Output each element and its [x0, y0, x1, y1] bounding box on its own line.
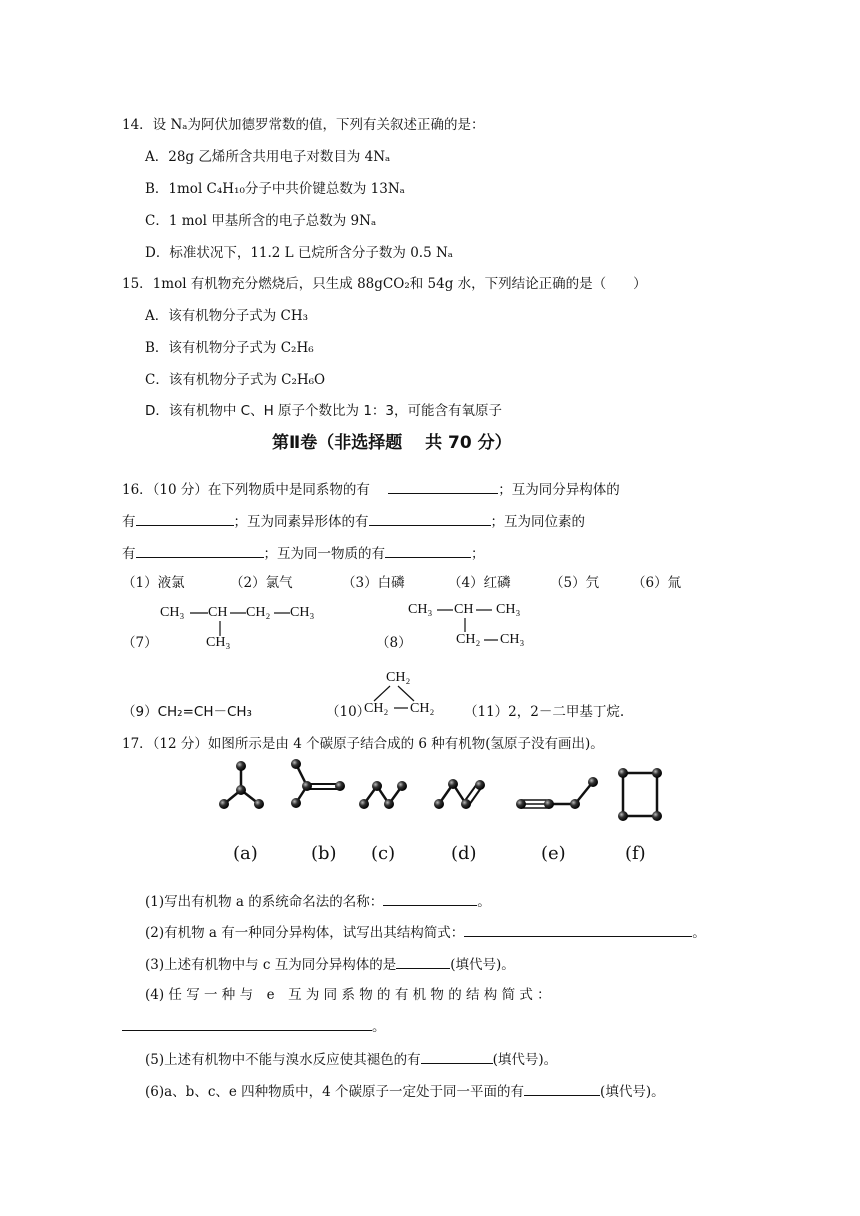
- q17-part4-answer: [122, 1016, 386, 1036]
- molecule-a: [219, 761, 264, 809]
- formula-ch: CH: [208, 605, 228, 620]
- q17-text: (1)写出有机物 a 的系统命名法的名称：: [145, 894, 384, 910]
- q17-part5: [145, 1049, 557, 1069]
- formula-ch2: CH₂: [456, 632, 481, 647]
- q16-line3: [122, 543, 485, 563]
- figure-label-c: (c): [371, 843, 396, 864]
- q17-part6: [145, 1081, 665, 1101]
- q16-label-11: （11）2，2－二甲基丁烷.: [464, 704, 625, 720]
- q16-label-10: （10）: [326, 704, 371, 720]
- molecule-f: [618, 768, 662, 821]
- ring-bonds: [368, 682, 428, 722]
- q16-line1: [122, 479, 620, 499]
- q16-line2: [122, 511, 585, 531]
- q15-option-d: D．该有机物中 C、H 原子个数比为 1：3，可能含有氧原子: [145, 403, 503, 419]
- q14-option-c: C．1 mol 甲基所含的电子总数为 9Nₐ: [145, 213, 377, 229]
- q17-part3: [145, 954, 515, 974]
- formula-ch2: CH₂: [246, 605, 271, 620]
- answer-blank-allotropes[interactable]: [369, 511, 491, 526]
- formula-ch2: CH₂: [364, 701, 389, 716]
- q17-stem: 17．（12 分）如图所示是由 4 个碳原子结合成的 6 种有机物(氢原子没有画出)。: [122, 736, 604, 752]
- q17-text: (6)a、b、c、e 四种物质中，4 个碳原子一定处于同一平面的有: [145, 1084, 525, 1100]
- section-title: 第Ⅱ卷（非选择题 共 70 分）: [272, 433, 512, 453]
- answer-blank-q17-3[interactable]: [396, 954, 450, 969]
- answer-blank-isotopes[interactable]: [136, 543, 264, 558]
- formula-ch3: CH₃: [408, 602, 433, 617]
- q17-part2: [145, 922, 706, 942]
- q17-text: (2)有机物 a 有一种同分异构体，试写出其结构简式：: [145, 925, 465, 941]
- q17-part1: [145, 891, 491, 911]
- q16-text: 有: [122, 514, 136, 530]
- formula-ch3: CH₃: [160, 605, 185, 620]
- molecule-c: [359, 781, 407, 809]
- answer-blank-same-substance[interactable]: [385, 543, 471, 558]
- q17-text: 。: [477, 894, 491, 910]
- q16-item-6: （6）氚: [632, 575, 682, 591]
- q14-stem: 14．设 Nₐ为阿伏加德罗常数的值，下列有关叙述正确的是：: [122, 117, 485, 133]
- q17-part4: [145, 986, 735, 1004]
- q16-item-3: （3）白磷: [342, 575, 405, 591]
- q17-text: (填代号)。: [492, 1052, 558, 1068]
- q15-option-c: C．该有机物分子式为 C₂H₆O: [145, 372, 326, 388]
- answer-blank-q17-5[interactable]: [421, 1049, 493, 1064]
- q16-item-2: （2）氯气: [230, 575, 293, 591]
- q17-text: (4) 任 写 一 种 与 e 互 为 同 系 物 的 有 机 物 的 结 构 简 式 ：: [145, 987, 551, 1003]
- answer-blank-q17-1[interactable]: [383, 891, 477, 906]
- molecule-figures: [205, 756, 665, 836]
- answer-blank-isomers[interactable]: [136, 511, 234, 526]
- formula-ch3: CH₃: [500, 632, 525, 647]
- q17-text: 。: [372, 1019, 386, 1035]
- q16-text: 16．（10 分）在下列物质中是同系物的有: [122, 482, 370, 498]
- q17-text: (填代号)。: [450, 957, 515, 973]
- q14-option-a: A．28g 乙烯所含共用电子对数目为 4Nₐ: [145, 149, 391, 165]
- answer-blank-q17-2[interactable]: [464, 922, 692, 937]
- q17-text: (3)上述有机物中与 c 互为同分异构体的是: [145, 957, 397, 973]
- formula-ch: CH: [454, 602, 474, 617]
- figure-label-b: (b): [311, 843, 337, 864]
- molecule-d: [434, 779, 485, 809]
- q16-text: 有: [122, 546, 136, 562]
- q16-label-8: （8）: [376, 635, 412, 651]
- q14-option-b: B．1mol C₄H₁₀分子中共价键总数为 13Nₐ: [145, 181, 405, 197]
- figure-label-e: (e): [541, 843, 566, 864]
- q16-item-1: （1）液氯: [122, 575, 185, 591]
- q15-option-b: B．该有机物分子式为 C₂H₆: [145, 340, 314, 356]
- molecule-e: [516, 777, 598, 809]
- figure-label-d: (d): [451, 843, 477, 864]
- molecule-b: [291, 759, 345, 808]
- answer-blank-q17-4[interactable]: [122, 1016, 372, 1031]
- q17-text: 。: [692, 925, 706, 941]
- q16-label-9: （9）CH₂=CH－CH₃: [122, 704, 252, 720]
- q14-option-d: D．标准状况下，11.2 L 已烷所含分子数为 0.5 Nₐ: [145, 245, 454, 261]
- figure-label-a: (a): [233, 843, 258, 864]
- q16-text: ；互为同素异形体的有: [233, 514, 369, 530]
- q16-text: ；互为同分异构体的: [498, 482, 620, 498]
- q16-item-4: （4）红磷: [448, 575, 511, 591]
- formula-ch3: CH₃: [496, 602, 521, 617]
- bond: [190, 612, 210, 616]
- q15-option-a: A．该有机物分子式为 CH₃: [145, 308, 309, 324]
- formula-ch2: CH₂: [386, 670, 411, 685]
- q17-text: (5)上述有机物中不能与溴水反应使其褪色的有: [145, 1052, 421, 1068]
- q16-label-7: （7）: [122, 635, 158, 651]
- figure-label-f: (f): [625, 843, 646, 864]
- formula-ch3: CH₃: [206, 635, 231, 650]
- q16-text: ；互为同位素的: [490, 514, 585, 530]
- q16-text: ；: [471, 546, 485, 562]
- bond: [476, 609, 496, 613]
- q16-item-5: （5）氕: [550, 575, 600, 591]
- formula-ch2: CH₂: [410, 701, 435, 716]
- q17-text: (填代号)。: [600, 1084, 665, 1100]
- q15-stem: 15．1mol 有机物充分燃烧后，只生成 88gCO₂和 54g 水，下列结论正确的是（ ）: [122, 276, 647, 292]
- answer-blank-homologues[interactable]: [388, 479, 498, 494]
- q16-text: ；互为同一物质的有: [263, 546, 385, 562]
- answer-blank-q17-6[interactable]: [524, 1081, 600, 1096]
- formula-ch3: CH₃: [290, 605, 315, 620]
